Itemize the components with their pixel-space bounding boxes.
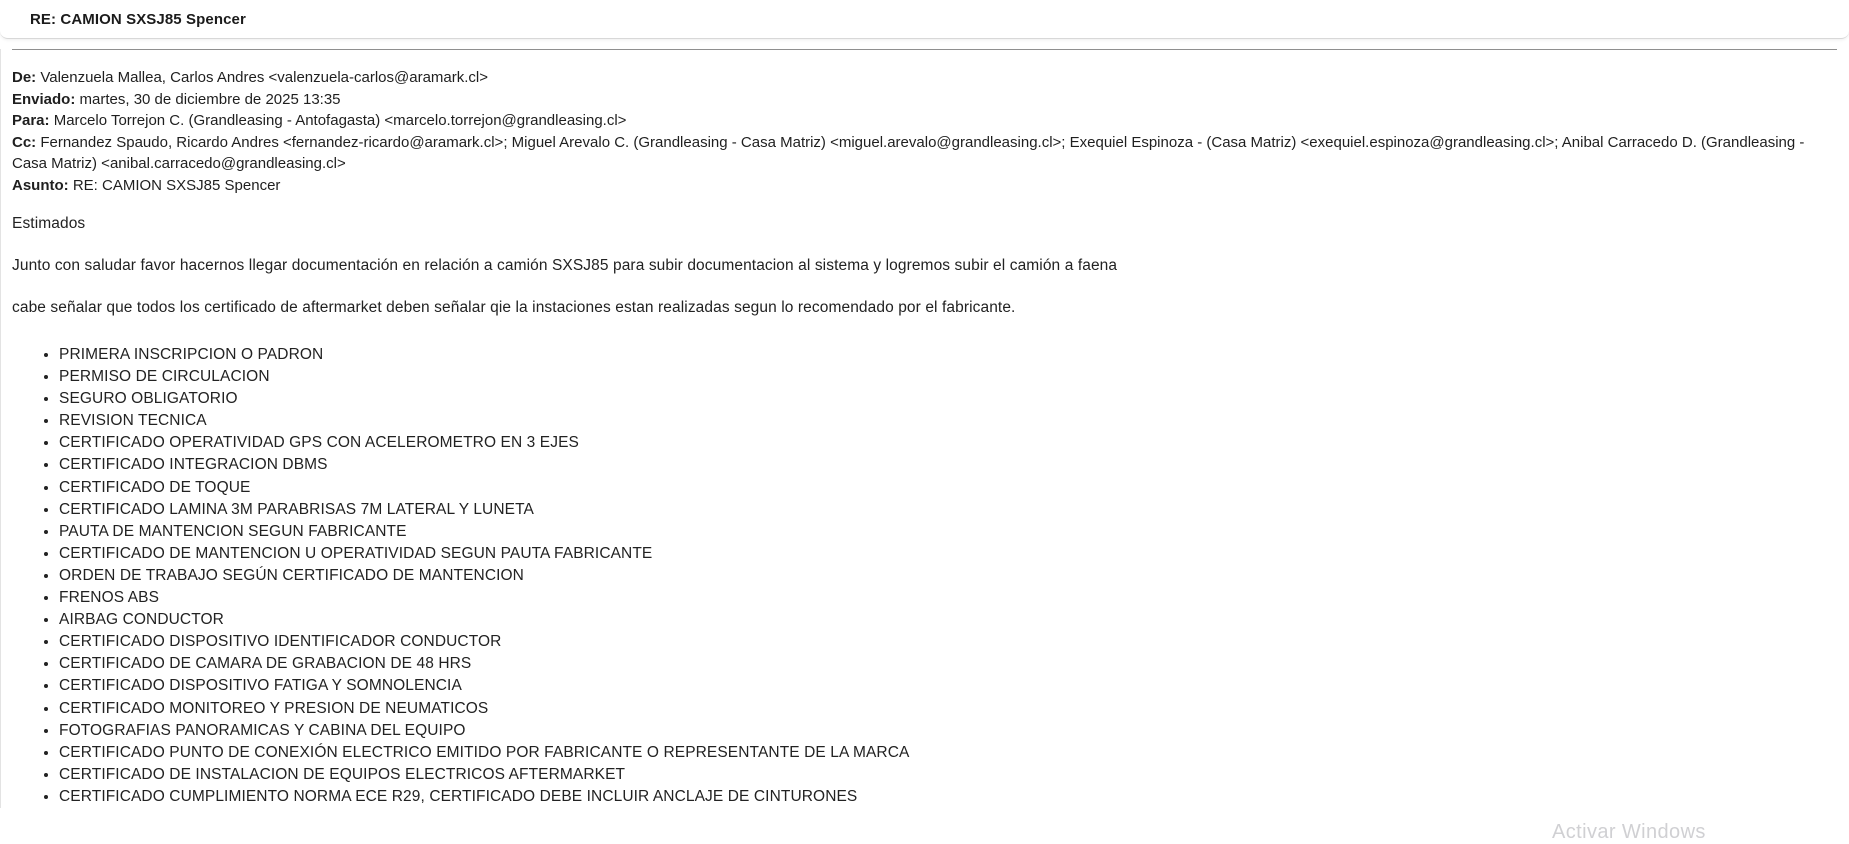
header-asunto-value: RE: CAMION SXSJ85 Spencer <box>72 176 281 194</box>
header-de-label: De: <box>12 69 37 86</box>
header-enviado-value: martes, 30 de diciembre de 2025 13:35 <box>79 90 341 108</box>
requirement-item: • CERTIFICADO DE TOQUE <box>59 477 1839 499</box>
requirement-item: • CERTIFICADO DISPOSITIVO FATIGA Y SOMNOLENCIA <box>59 675 1839 697</box>
requirement-item: • CERTIFICADO OPERATIVIDAD GPS CON ACELEROMETRO EN 3 EJES <box>59 432 1839 454</box>
requirement-item: • CERTIFICADO DISPOSITIVO IDENTIFICADOR CONDUCTOR <box>59 631 1839 653</box>
requirements-list <box>12 344 1839 808</box>
activate-windows-watermark: Activar Windows <box>1552 821 1706 843</box>
requirement-item: • CERTIFICADO DE CAMARA DE GRABACION DE 48 HRS <box>59 653 1839 675</box>
message-panel <box>0 49 1849 808</box>
requirement-item: • CERTIFICADO DE INSTALACION DE EQUIPOS ELECTRICOS AFTERMARKET <box>59 764 1839 786</box>
header-para-value: Marcelo Torrejon C. (Grandleasing - Antofagasta) <marcelo.torrejon@grandleasing.cl> <box>53 112 627 129</box>
header-line-enviado <box>12 89 1839 111</box>
requirement-item: • CERTIFICADO LAMINA 3M PARABRISAS 7M LATERAL Y LUNETA <box>59 499 1839 521</box>
requirement-item: • CERTIFICADO PUNTO DE CONEXIÓN ELECTRICO EMITIDO POR FABRICANTE O REPRESENTANTE DE LA MARCA <box>59 742 1839 764</box>
mail-body <box>12 213 1839 808</box>
requirement-item: • CERTIFICADO MONITOREO Y PRESION DE NEUMATICOS <box>59 698 1839 720</box>
mail-header-block <box>12 67 1839 196</box>
requirement-item: • PAUTA DE MANTENCION SEGUN FABRICANTE <box>59 521 1839 543</box>
subject-bar <box>0 0 1849 39</box>
header-line-cc <box>12 132 1839 175</box>
header-de-value: Valenzuela Mallea, Carlos Andres <valenzuela-carlos@aramark.cl> <box>40 69 489 86</box>
requirement-item: • CERTIFICADO INTEGRACION DBMS <box>59 454 1839 476</box>
header-enviado-label: Enviado: <box>12 90 76 108</box>
body-paragraph-1: Junto con saludar favor hacernos llegar documentación en relación a camión SXSJ85 para subir documentacion al sistema y logremos subir el camión a faena <box>12 257 1118 274</box>
requirement-item: • ORDEN DE TRABAJO SEGÚN CERTIFICADO DE MANTENCION <box>59 565 1839 587</box>
requirement-item: • PRIMERA INSCRIPCION O PADRON <box>59 344 1839 366</box>
requirement-item: • FOTOGRAFIAS PANORAMICAS Y CABINA DEL EQUIPO <box>59 720 1839 742</box>
requirement-item: • PERMISO DE CIRCULACION <box>59 366 1839 388</box>
requirement-item: • SEGURO OBLIGATORIO <box>59 388 1839 410</box>
body-paragraph-2: cabe señalar que todos los certificado de aftermarket deben señalar qie la instaciones estan realizadas segun lo recomendado por el fabricante. <box>12 299 1016 316</box>
requirement-item: • FRENOS ABS <box>59 587 1839 609</box>
header-line-para <box>12 110 1839 132</box>
email-subject-title: RE: CAMION SXSJ85 Spencer <box>30 10 246 28</box>
requirement-item: • CERTIFICADO DE MANTENCION U OPERATIVIDAD SEGUN PAUTA FABRICANTE <box>59 543 1839 565</box>
requirement-item: • CERTIFICADO CUMPLIMIENTO NORMA ECE R29, CERTIFICADO DEBE INCLUIR ANCLAJE DE CINTURONES <box>59 786 1839 808</box>
header-cc-label: Cc: <box>12 133 37 151</box>
requirement-item: • AIRBAG CONDUCTOR <box>59 609 1839 631</box>
header-para-label: Para: <box>12 112 50 129</box>
greeting: Estimados <box>12 215 86 232</box>
header-line-de <box>12 67 1839 89</box>
header-line-asunto <box>12 175 1839 197</box>
reply-divider <box>12 49 1837 50</box>
header-cc-value: Fernandez Spaudo, Ricardo Andres <fernandez-ricardo@aramark.cl>; Miguel Arevalo C. (Grandleasing - Casa Matriz) <miguel.arevalo@grandleasing.cl>; Exequiel Espinoza - (Casa Matriz) <exequiel.espinoza@grandleasing.cl>; Anibal Carracedo D. (Grandleasing - Casa Matriz) <anibal.carracedo@grandleasing.cl> <box>12 133 1805 172</box>
requirement-item: • REVISION TECNICA <box>59 410 1839 432</box>
header-asunto-label: Asunto: <box>12 176 69 194</box>
